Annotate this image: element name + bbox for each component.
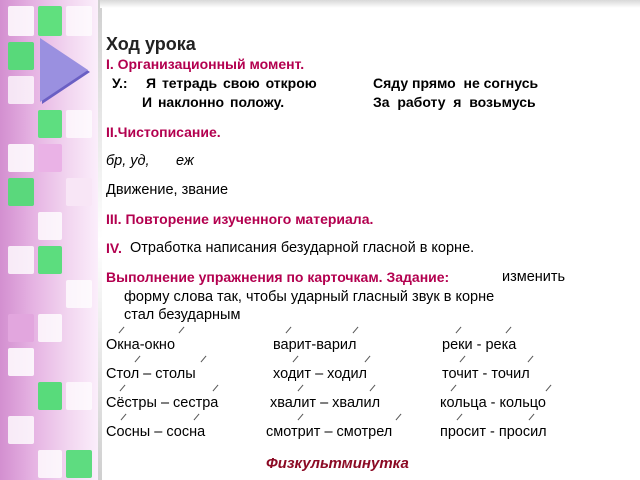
stress-mark (528, 356, 534, 363)
stress-mark (201, 356, 207, 363)
stress-mark (457, 414, 463, 421)
word-pair: кольца - кольцо (440, 395, 546, 411)
poem-right-line-2: За работу я возьмусь (373, 94, 536, 110)
handwriting-words: Движение, звание (106, 182, 229, 198)
word-pair: Стол – столы (106, 366, 196, 382)
footer-exercise-break: Физкультминутка (266, 455, 409, 472)
stress-mark (194, 414, 200, 421)
section-2-heading: II.Чистописание. (106, 124, 221, 140)
stress-mark (135, 356, 141, 363)
exercise-text-1: изменить (502, 269, 566, 285)
word-pair: реки - река (442, 337, 517, 353)
stress-mark (120, 385, 126, 392)
triangle-decoration-icon (40, 38, 88, 102)
stress-mark (396, 414, 402, 421)
stress-mark (293, 356, 299, 363)
page-title: Ход урока (106, 34, 196, 54)
frame-border (98, 0, 102, 480)
stress-mark (451, 385, 457, 392)
word-pair: Окна-окно (106, 337, 176, 353)
stress-mark (179, 327, 185, 334)
word-pair: точит - точил (442, 366, 530, 382)
section-4-text: Отработка написания безударной гласной в корне. (130, 240, 475, 256)
decorative-side-strip (0, 0, 98, 480)
poem-right-line-1: Сяду прямо не согнусь (373, 75, 539, 91)
stress-mark (456, 327, 462, 334)
stress-mark (286, 327, 292, 334)
stress-mark (119, 327, 125, 334)
section-3-heading: III. Повторение изученного материала. (106, 211, 374, 227)
word-pair: хвалит – хвалил (270, 395, 381, 411)
stress-mark (298, 385, 304, 392)
stress-mark (353, 327, 359, 334)
word-pair: Сёстры – сестра (106, 395, 219, 411)
stress-mark (298, 414, 304, 421)
stress-mark (365, 356, 371, 363)
stress-mark (121, 414, 127, 421)
word-pair: ходит – ходил (273, 366, 368, 382)
stress-mark (460, 356, 466, 363)
stress-mark (370, 385, 376, 392)
word-pair: варит-варил (273, 337, 357, 353)
teacher-label: У.: (112, 75, 128, 91)
exercise-text-3: стал безударным (124, 307, 241, 323)
frame-top-border (100, 0, 640, 8)
word-pair: Сосны – сосна (106, 424, 206, 440)
stress-mark (506, 327, 512, 334)
poem-left-line-2: И наклонно положу. (142, 94, 285, 110)
exercise-heading: Выполнение упражнения по карточкам. Задание: (106, 269, 450, 285)
word-pair: смотрит – смотрел (266, 424, 393, 440)
section-1-heading: I. Организационный момент. (106, 56, 305, 72)
stress-mark (213, 385, 219, 392)
word-pair: просит - просил (440, 424, 547, 440)
stress-mark (546, 385, 552, 392)
handwriting-letters-tail: еж (176, 153, 194, 169)
handwriting-letters: бр, уд, (106, 153, 150, 169)
poem-left-line-1: Я тетрадь свою открою (146, 75, 317, 91)
exercise-text-2: форму слова так, чтобы ударный гласный звук в корне (124, 289, 495, 305)
stress-mark (529, 414, 535, 421)
section-4-heading: IV. (106, 240, 122, 256)
